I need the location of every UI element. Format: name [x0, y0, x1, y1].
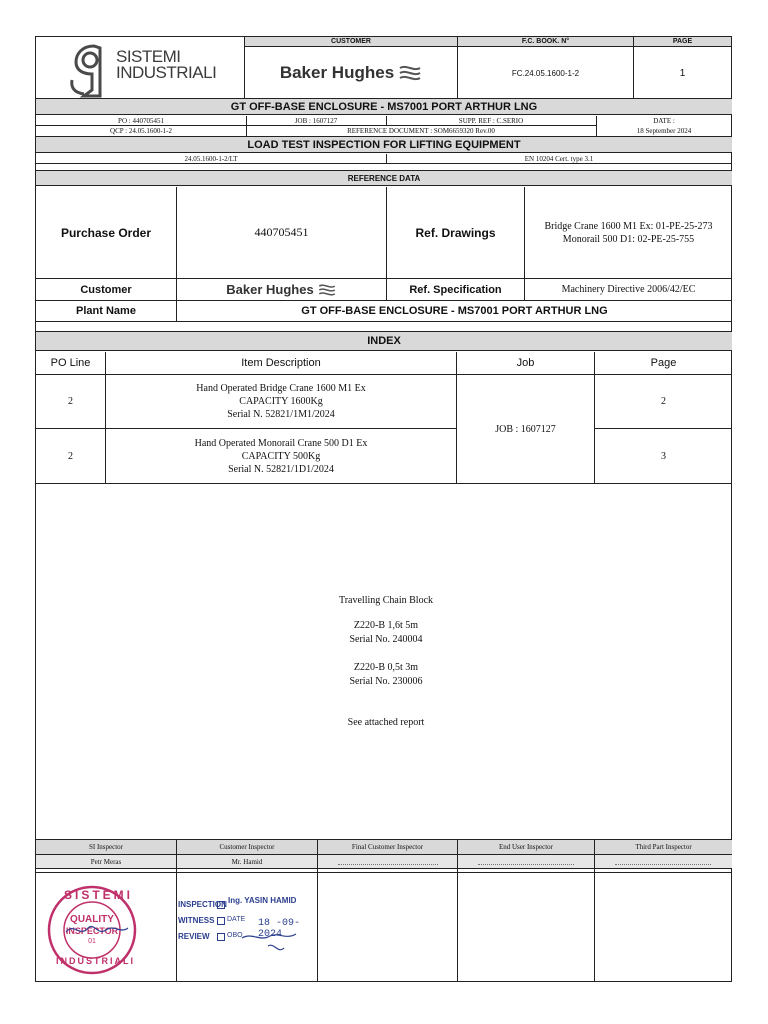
note-hoist-1-serial: Serial No. 240004 — [349, 634, 423, 645]
table-row-1-page: 2 — [661, 396, 666, 407]
page-header: PAGE — [634, 37, 731, 47]
job-number: JOB : 1607127 — [294, 116, 338, 125]
fc-book-header: F.C. BOOK. N° — [458, 37, 633, 47]
quality-inspector-stamp — [44, 884, 140, 976]
ref-spec-label: Ref. Specification — [409, 283, 502, 296]
sig-col-si-inspector: SI Inspector — [36, 840, 176, 854]
stamp-date: 18 -09- 2024 — [258, 918, 301, 940]
check-inspection-box — [217, 901, 225, 909]
plant-name-label: Plant Name — [76, 305, 136, 317]
ref-drawings-value: Bridge Crane 1600 M1 Ex: 01-PE-25-273 Monorail 500 D1: 02-PE-25-755 — [544, 220, 713, 245]
table-row-2-page: 3 — [661, 450, 666, 462]
col-job: Job — [516, 357, 535, 369]
stamp-quality-text: QUALITY — [70, 914, 114, 925]
baker-hughes-small-logo-icon — [317, 283, 337, 297]
sig-name-customer: Mr. Hamid — [177, 855, 317, 868]
col-page: Page — [650, 357, 677, 369]
reference-data-title: REFERENCE DATA — [36, 171, 732, 186]
customer-logo: Baker Hughes — [245, 48, 457, 98]
page-value: 1 — [679, 67, 686, 79]
sig-name-end-user — [458, 855, 594, 868]
sig-name-si: Petr Meras — [36, 855, 176, 868]
customer-inspector-signature-icon — [238, 928, 308, 956]
supp-ref: SUPP. REF : C.SERIO — [458, 116, 524, 125]
check-inspection-label: INSPECTION — [178, 900, 227, 909]
inspector-name: Ing. YASIN HAMID — [228, 896, 297, 905]
sig-col-third-part: Third Part Inspector — [595, 840, 732, 854]
baker-hughes-logo-icon — [398, 64, 422, 82]
note-hoist-1-model: Z220-B 1,6t 5m — [353, 620, 419, 631]
table-row-1-description: Hand Operated Bridge Crane 1600 M1 Ex CAPACITY 1600Kg Serial N. 52821/1M1/2024 — [196, 383, 366, 420]
col-po-line: PO Line — [50, 357, 91, 369]
ref-drawings-label: Ref. Drawings — [415, 225, 496, 240]
fc-book-value: FC.24.05.1600-1-2 — [511, 68, 580, 78]
sig-name-third-part — [595, 855, 732, 868]
reference-document: REFERENCE DOCUMENT : SOM6659320 Rev.00 — [347, 126, 495, 135]
table-row-1-po-line: 2 — [68, 396, 73, 407]
date-label: DATE : — [653, 116, 675, 125]
stamp-bottom-text: INDUSTRIALI — [56, 956, 135, 966]
logo-text-2: INDUSTRIALI — [116, 63, 217, 82]
table-row-2-description: Hand Operated Monorail Crane 500 D1 Ex CAPACITY 500Kg Serial N. 52821/1D1/2024 — [194, 437, 368, 475]
customer-label: Customer — [80, 283, 132, 296]
si-inspector-signature-icon — [62, 920, 132, 940]
logo-text-1: SISTEMI — [116, 47, 181, 66]
check-witness-label: WITNESS — [178, 916, 215, 925]
col-item-description: Item Description — [241, 357, 321, 369]
customer-header: CUSTOMER — [245, 37, 457, 47]
customer-inspection-stamp — [178, 892, 316, 962]
stamp-number: 01 — [88, 938, 96, 945]
sig-col-end-user: End User Inspector — [458, 840, 594, 854]
purchase-order-label: Purchase Order — [60, 225, 152, 240]
purchase-order-value: 440705451 — [254, 225, 309, 239]
stamp-top-text: SISTEMI — [64, 888, 134, 902]
inspection-title: LOAD TEST INSPECTION FOR LIFTING EQUIPMENT — [36, 137, 732, 153]
ref-spec-value: Machinery Directive 2006/42/EC — [561, 284, 696, 295]
stamp-inspector-text: INSPECTOR — [65, 926, 119, 936]
check-obo-label: OBO — [227, 932, 243, 939]
check-review-label: REVIEW — [178, 932, 210, 941]
sig-col-final-customer: Final Customer Inspector — [318, 840, 457, 854]
sig-name-final-customer — [318, 855, 457, 868]
doc-code: 24.05.1600-1-2/LT — [184, 154, 238, 163]
cert-type: EN 10204 Cert. type 3.1 — [524, 154, 594, 163]
qcp-number: QCP : 24.05.1600-1-2 — [110, 126, 172, 135]
note-hoist-2-serial: Serial No. 230006 — [349, 676, 423, 687]
check-witness-box — [217, 917, 225, 925]
plant-name-value: GT OFF-BASE ENCLOSURE - MS7001 PORT ARTHUR LNG — [301, 305, 608, 317]
table-row-2-po-line: 2 — [68, 450, 73, 462]
po-number: PO : 440705451 — [118, 116, 164, 125]
sig-col-customer-inspector: Customer Inspector — [177, 840, 317, 854]
note-hoist-2-model: Z220-B 0,5t 3m — [353, 662, 419, 673]
index-title: INDEX — [36, 332, 732, 351]
job-merged-cell: JOB : 1607127 — [495, 423, 556, 435]
sistemi-logo — [36, 37, 244, 98]
customer-value: Baker Hughes — [177, 279, 386, 300]
note-travelling-chain-block: Travelling Chain Block — [338, 594, 434, 606]
check-review-box — [217, 933, 225, 941]
date-value: 18 September 2024 — [636, 126, 692, 135]
project-title: GT OFF-BASE ENCLOSURE - MS7001 PORT ARTHUR LNG — [36, 99, 732, 115]
check-date-label: DATE — [227, 916, 246, 923]
note-see-attached: See attached report — [347, 717, 425, 728]
